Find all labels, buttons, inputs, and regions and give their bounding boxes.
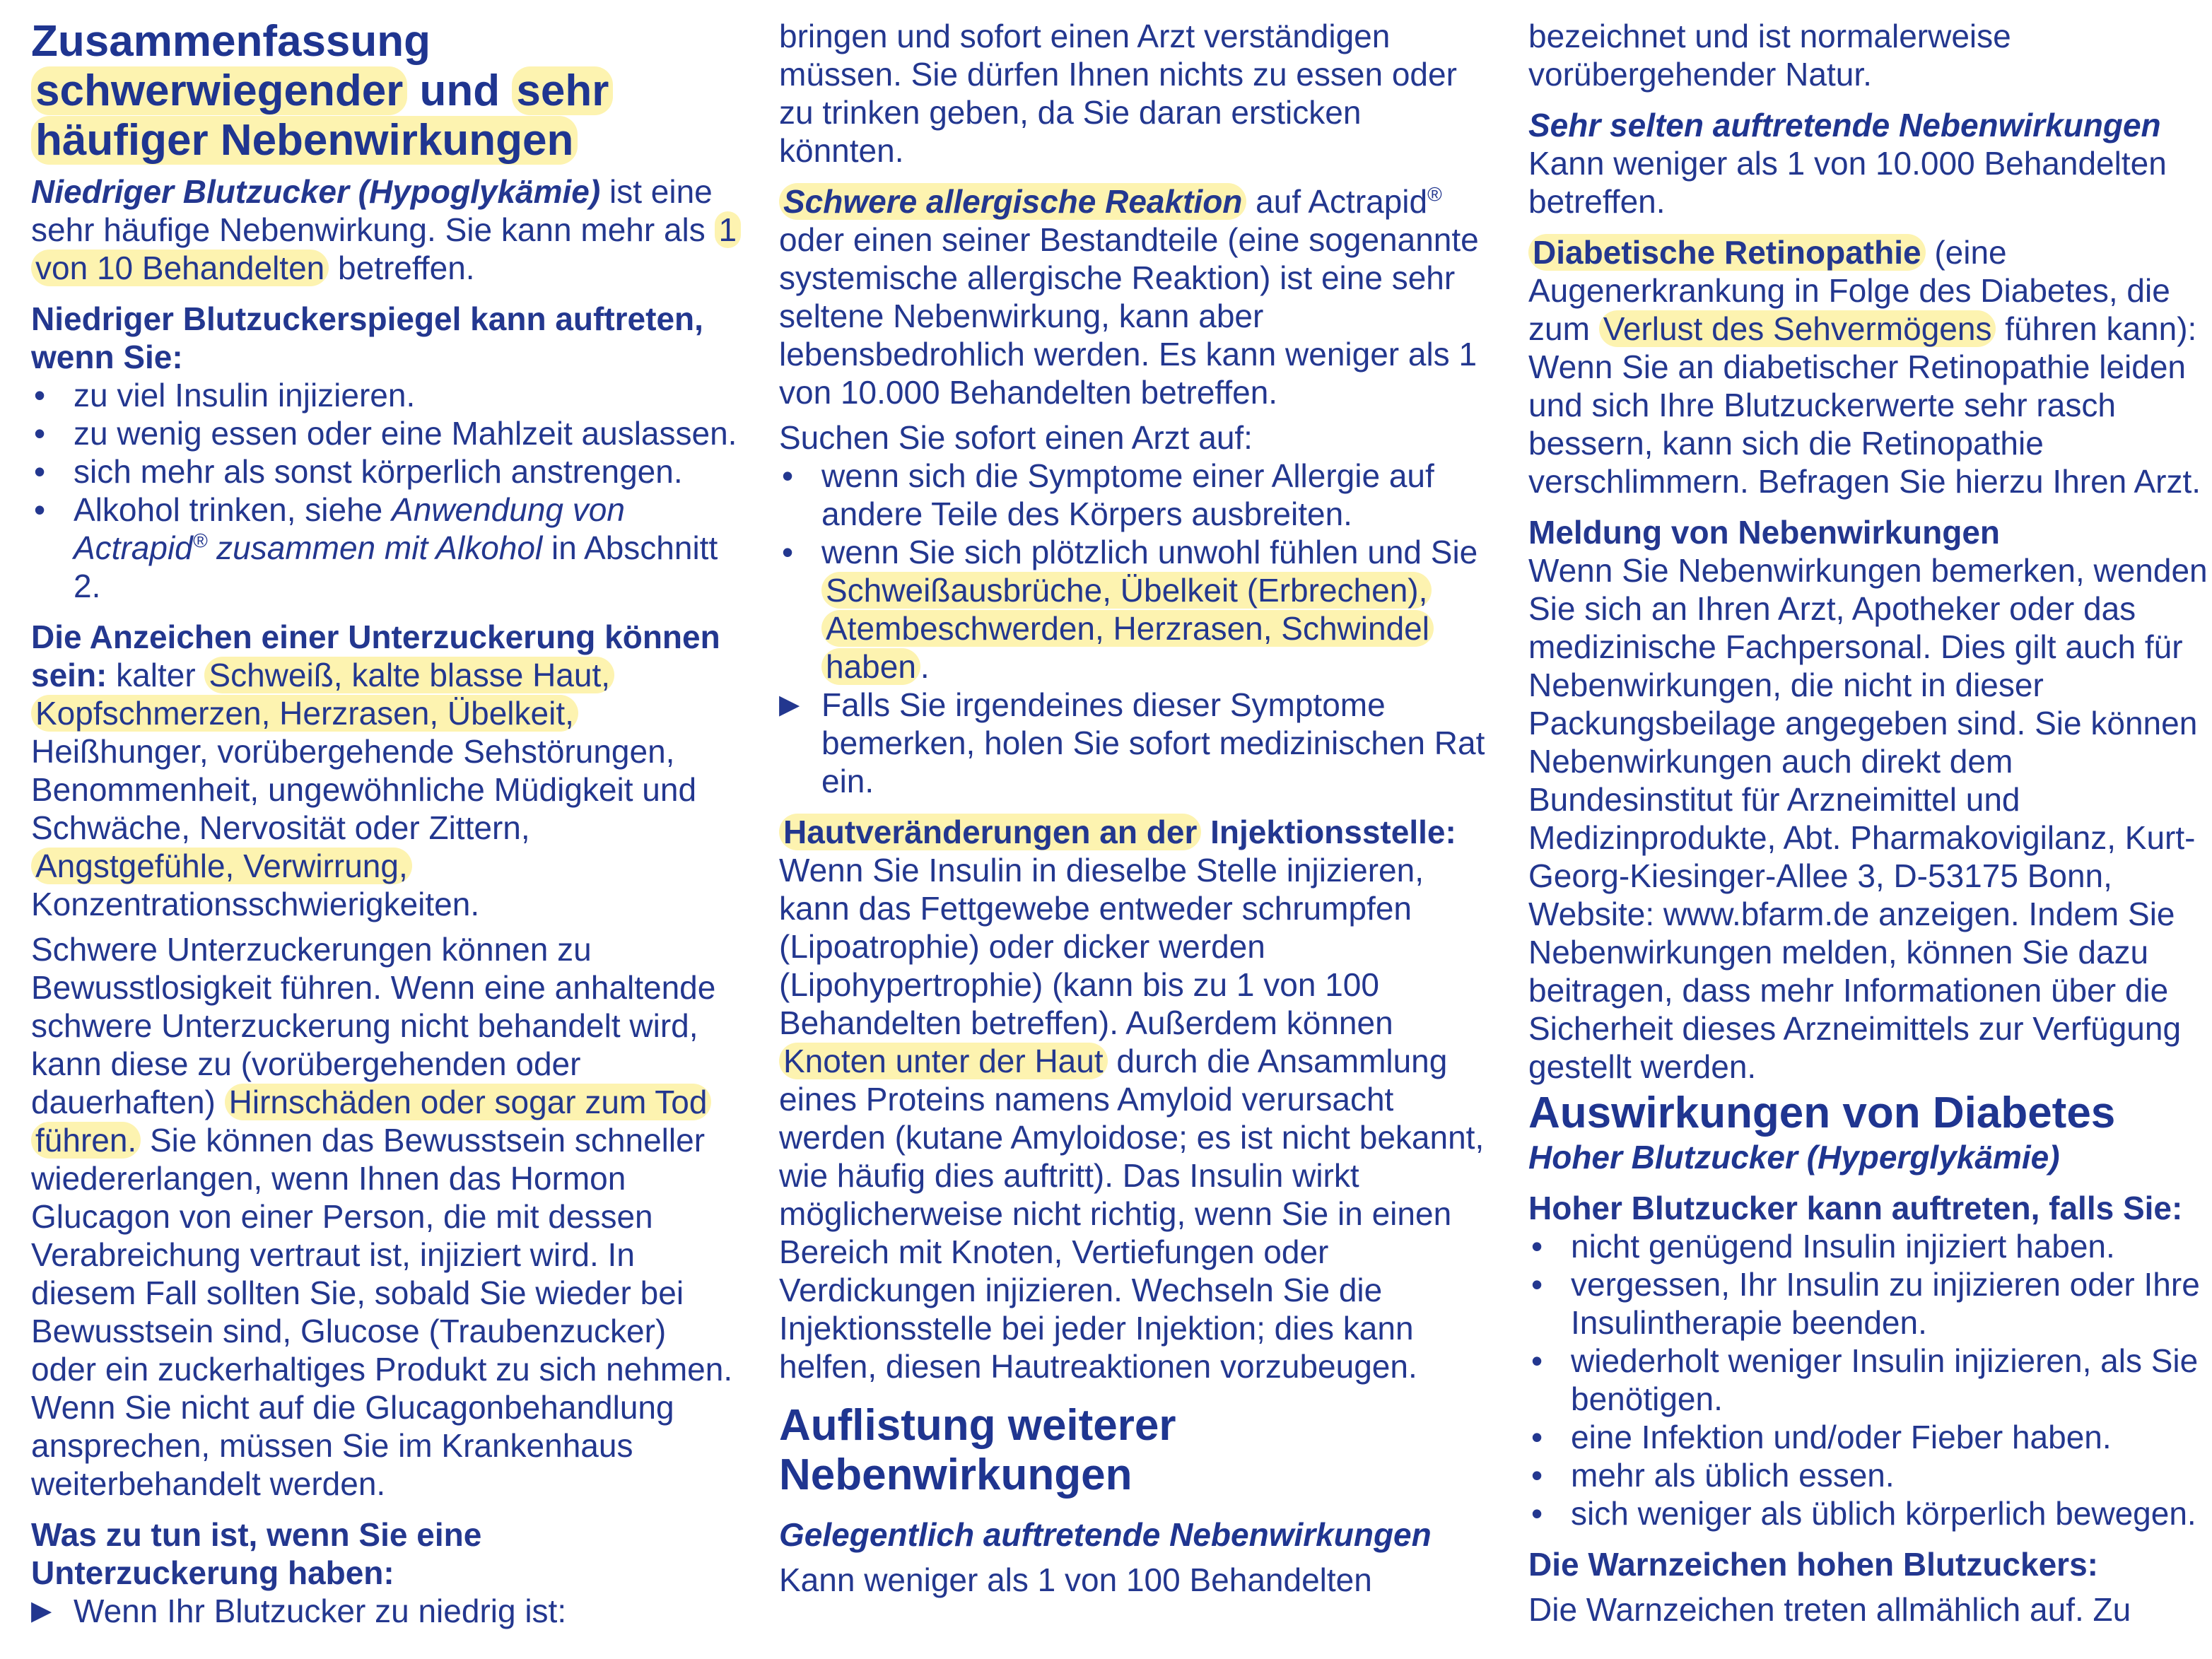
bullet-icon: •	[1531, 1495, 1543, 1532]
highlight: häufiger Nebenwirkungen	[31, 116, 578, 165]
section-heading-further: Auflistung weiterer Nebenwirkungen	[779, 1401, 1176, 1499]
column-right	[1528, 17, 2212, 1629]
paragraph-signs	[31, 618, 738, 923]
highlight: schwerwiegender	[31, 66, 407, 115]
list-item	[1528, 1456, 2212, 1494]
term: Die Anzeichen einer Unterzuckerung können sein:	[31, 619, 720, 693]
section-heading-diabetes: Auswirkungen von Diabetes	[1528, 1089, 2116, 1137]
subheading-reporting: Meldung von Nebenwirkungen	[1528, 514, 2001, 551]
paragraph-allergy	[779, 182, 1486, 411]
item-text: mehr als üblich essen.	[1571, 1457, 1895, 1494]
heading-line	[31, 116, 738, 165]
bullet-icon: •	[1531, 1419, 1543, 1455]
registered-mark: ®	[1427, 183, 1442, 206]
item-text: Alkohol trinken, siehe	[74, 491, 392, 528]
paragraph-very-rare: Kann weniger als 1 von 10.000 Behandelten betreffen.	[1528, 145, 2167, 220]
bullet-icon: •	[782, 457, 794, 494]
highlight: Angstgefühle, Verwirrung,	[31, 848, 412, 884]
bullet-icon: •	[1531, 1457, 1543, 1494]
bullet-icon: •	[1531, 1342, 1543, 1379]
column-middle	[779, 17, 1486, 1599]
highlight-term: Diabetische Retinopathie	[1528, 234, 1926, 271]
item-text: .	[920, 648, 930, 685]
term: Niedriger Blutzucker (Hypoglykämie)	[31, 173, 601, 210]
paragraph-warning-signs: Die Warnzeichen treten allmählich auf. Zu	[1528, 1591, 2131, 1628]
text: kalter	[107, 657, 205, 693]
text: Konzentrationsschwierigkeiten.	[31, 886, 480, 922]
text: Schwere Unterzuckerungen können zu Bewusstlosigkeit führen. Wenn eine anhaltende schwere Unterzuckerung nicht behandelt wird, kann diese zu (vorübergehenden oder dauerhaften)	[31, 931, 716, 1120]
highlight-term: Hautveränderungen an der	[779, 814, 1201, 850]
arrow-icon: ▶	[31, 1596, 52, 1626]
text: betreffen.	[329, 250, 475, 286]
bullet-icon: •	[1531, 1228, 1543, 1265]
item-text: wenn sich die Symptome einer Allergie auf andere Teile des Körpers ausbreiten.	[821, 457, 1434, 532]
list-low-sugar-causes	[31, 376, 738, 605]
item-text: eine Infektion und/oder Fieber haben.	[1571, 1419, 2112, 1455]
highlight: Knoten unter der Haut	[779, 1043, 1108, 1079]
subheading-very-rare: Sehr selten auftretende Nebenwirkungen	[1528, 107, 2161, 143]
item-text: sich weniger als üblich körperlich bewegen.	[1571, 1495, 2196, 1532]
paragraph-severe	[31, 930, 738, 1503]
list-item	[1528, 1227, 2212, 1265]
text: (eine Augenerkrankung in Folge des Diabetes, die zum	[1528, 234, 2170, 347]
paragraph-skin	[779, 813, 1486, 1385]
text: Wenn Sie Insulin in dieselbe Stelle injizieren, kann das Fettgewebe entweder schrumpfen (Lipoatrophie) oder dicker werden (Lipohypertrophie) (kann bis zu 1 von 100 Behandelten betreffen). Außerdem können	[779, 852, 1424, 1041]
bullet-icon: •	[34, 453, 46, 490]
term: Injektionsstelle:	[1201, 814, 1456, 850]
heading-line	[31, 66, 738, 116]
item-text: zu viel Insulin injizieren.	[74, 377, 416, 414]
subheading-low-sugar: Niedriger Blutzuckerspiegel kann auftreten, wenn Sie:	[31, 300, 703, 375]
highlight: 1 von 10 Behandelten	[31, 211, 741, 286]
list-item	[31, 452, 738, 491]
highlight-term: Schwere allergische Reaktion	[779, 183, 1246, 220]
list-high-sugar-causes	[1528, 1227, 2212, 1532]
highlight: Schweiß, kalte blasse Haut, Kopfschmerzen, Herzrasen, Übelkeit,	[31, 657, 614, 732]
bullet-icon: •	[782, 534, 794, 570]
paragraph-hypoglycemia	[31, 172, 738, 287]
item-text-italic: zusammen mit Alkohol	[207, 529, 543, 566]
item-text: wenn Sie sich plötzlich unwohl fühlen und Sie	[821, 534, 1478, 570]
item-text: in Abschnitt 2.	[74, 529, 718, 604]
paragraph-retinopathy	[1528, 233, 2212, 500]
subheading-occasional: Gelegentlich auftretende Nebenwirkungen	[779, 1516, 1432, 1553]
highlight: Schweißausbrüche, Übelkeit (Erbrechen), Atembeschwerden, Herzrasen, Schwindel haben	[821, 572, 1434, 685]
subheading-what-to-do: Was zu tun ist, wenn Sie eine Unterzuckerung haben:	[31, 1516, 482, 1591]
bullet-icon: •	[34, 491, 46, 528]
list-what-to-do	[31, 1592, 738, 1630]
section-heading-summary	[31, 17, 738, 165]
list-item	[1528, 1265, 2212, 1342]
list-item	[779, 533, 1486, 686]
item-text: Falls Sie irgendeines dieser Symptome bemerken, holen Sie sofort medizinischen Rat ein.	[821, 686, 1485, 799]
item-text: vergessen, Ihr Insulin zu injizieren oder Ihre Insulintherapie beenden.	[1571, 1266, 2200, 1341]
text: Heißhunger, vorübergehende Sehstörungen, Benommenheit, ungewöhnliche Müdigkeit und Schwäche, Nervosität oder Zittern,	[31, 733, 697, 846]
list-item	[31, 491, 738, 605]
highlight: Hirnschäden oder sogar zum Tod führen.	[31, 1084, 711, 1159]
list-item	[31, 1592, 738, 1630]
text: oder einen seiner Bestandteile (eine sogenannte systemische allergische Reaktion) ist eine sehr seltene Nebenwirkung, kann aber lebensbedrohlich werden. Es kann weniger als 1 von 10.000 Behandelten betreffen.	[779, 221, 1479, 411]
list-item	[31, 376, 738, 414]
paragraph-continued: bezeichnet und ist normalerweise vorübergehender Natur.	[1528, 18, 2011, 93]
item-text: zu wenig essen oder eine Mahlzeit auslassen.	[74, 415, 737, 452]
registered-mark: ®	[192, 529, 208, 552]
item-text: Wenn Ihr Blutzucker zu niedrig ist:	[74, 1593, 567, 1629]
item-text: nicht genügend Insulin injiziert haben.	[1571, 1228, 2115, 1265]
item-text: wiederholt weniger Insulin injizieren, als Sie benötigen.	[1571, 1342, 2199, 1417]
list-item	[1528, 1342, 2212, 1418]
text: führen kann): Wenn Sie an diabetischer Retinopathie leiden und sich Ihre Blutzuckerwerte sehr rasch bessern, kann sich die Retinopathie verschlimmern. Befragen Sie hierzu Ihren Arzt.	[1528, 310, 2201, 500]
bullet-icon: •	[1531, 1266, 1543, 1303]
highlight: sehr	[512, 66, 613, 115]
paragraph-occasional: Kann weniger als 1 von 100 Behandelten	[779, 1561, 1372, 1598]
subheading-warning-signs: Die Warnzeichen hohen Blutzuckers:	[1528, 1546, 2098, 1583]
heading-line: Zusammenfassung	[31, 17, 431, 66]
list-item	[1528, 1418, 2212, 1456]
list-item	[779, 686, 1486, 800]
heading-text: und	[407, 66, 513, 115]
paragraph-see-doctor: Suchen Sie sofort einen Arzt auf:	[779, 419, 1253, 456]
text: Sie können das Bewusstsein schneller wiedererlangen, wenn Ihnen das Hormon Glucagon von einer Person, die mit dessen Verabreichung vertraut ist, injiziert wird. In diesem Fall sollten Sie, sobald Sie wieder bei Bewusstsein sind, Glucose (Traubenzucker) oder ein zuckerhaltiges Produkt zu sich nehmen. Wenn Sie nicht auf die Glucagonbehandlung ansprechen, müssen Sie im Krankenhaus weiterbehandelt werden.	[31, 1122, 733, 1502]
paragraph-continued: bringen und sofort einen Arzt verständigen müssen. Sie dürfen Ihnen nichts zu essen oder zu trinken geben, da Sie daran ersticken könnten.	[779, 18, 1457, 169]
item-text-italic: Anwendung von Actrapid	[74, 491, 625, 566]
text: auf Actrapid	[1246, 183, 1428, 220]
bullet-icon: •	[34, 377, 46, 414]
list-see-doctor	[779, 457, 1486, 800]
paragraph-reporting: Wenn Sie Nebenwirkungen bemerken, wenden Sie sich an Ihren Arzt, Apotheker oder das medizinische Fachpersonal. Dies gilt auch für Nebenwirkungen, die nicht in dieser Packungsbeilage angegeben sind. Sie können Nebenwirkungen auch direkt dem Bundesinstitut für Arzneimittel und Medizinprodukte, Abt. Pharmakovigilanz, Kurt-Georg-Kiesinger-Allee 3, D-53175 Bonn, Website: www.bfarm.de anzeigen. Indem Sie Nebenwirkungen melden, können Sie dazu beitragen, dass mehr Informationen über die Sicherheit dieses Arzneimittels zur Verfügung gestellt werden.	[1528, 552, 2208, 1085]
highlight: Verlust des Sehvermögens	[1599, 310, 1996, 347]
bullet-icon: •	[34, 415, 46, 452]
list-item	[31, 414, 738, 452]
item-text: sich mehr als sonst körperlich anstrengen.	[74, 453, 683, 490]
list-item	[1528, 1494, 2212, 1532]
list-item	[779, 457, 1486, 533]
text: durch die Ansammlung eines Proteins namens Amyloid verursacht werden (kutane Amyloidose; es ist nicht bekannt, wie häufig dies auftritt). Das Insulin wirkt möglicherweise nicht richtig, wenn Sie in einen Bereich mit Knoten, Vertiefungen oder Verdickungen injizieren. Wechseln Sie die Injektionsstelle bei jeder Injektion; dies kann helfen, diesen Hautreaktionen vorzubeugen.	[779, 1043, 1485, 1385]
column-left	[31, 17, 738, 1630]
subheading-high-sugar: Hoher Blutzucker kann auftreten, falls Sie:	[1528, 1190, 2183, 1226]
subheading-hyperglycemia: Hoher Blutzucker (Hyperglykämie)	[1528, 1139, 2060, 1176]
text: ist eine sehr häufige Nebenwirkung. Sie kann mehr als	[31, 173, 715, 248]
arrow-icon: ▶	[779, 690, 800, 720]
